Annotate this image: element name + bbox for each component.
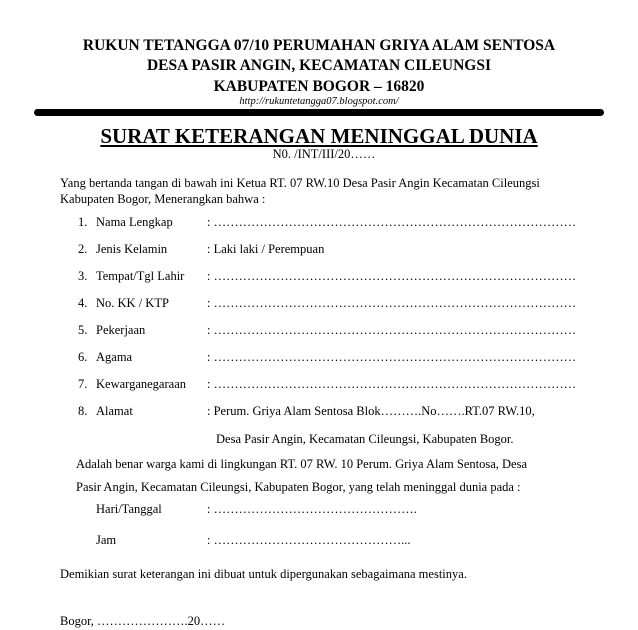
statement-line-1: Adalah benar warga kami di lingkungan RT. 07 RW. 10 Perum. Griya Alam Sentosa, Desa bbox=[76, 457, 528, 471]
field-label: Alamat bbox=[96, 404, 133, 418]
death-date-label: Hari/Tanggal bbox=[96, 502, 162, 516]
field-value: : …………………………………………………………………………… bbox=[207, 377, 577, 391]
intro-line-1: Yang bertanda tangan di bawah ini Ketua RT. 07 RW.10 Desa Pasir Angin Kecamatan Cileungsi bbox=[60, 176, 540, 190]
place-date: Bogor, ………………….20…… bbox=[60, 614, 226, 628]
field-label: Jenis Kelamin bbox=[96, 242, 168, 256]
field-number: 2. bbox=[78, 242, 88, 256]
field-number: 5. bbox=[78, 323, 88, 337]
header-line-1: RUKUN TETANGGA 07/10 PERUMAHAN GRIYA ALAM SENTOSA bbox=[82, 37, 556, 54]
field-number: 4. bbox=[78, 296, 88, 310]
header-divider bbox=[34, 109, 604, 116]
header-url: http://rukuntetangga07.blogspot.com/ bbox=[239, 96, 399, 107]
field-number: 7. bbox=[78, 377, 88, 391]
field-value: : Laki laki / Perempuan bbox=[207, 242, 325, 256]
field-label: Kewarganegaraan bbox=[96, 377, 186, 391]
document-number: N0. /INT/III/20…… bbox=[272, 147, 376, 161]
field-number: 8. bbox=[78, 404, 88, 418]
field-number: 3. bbox=[78, 269, 88, 283]
field-value: : …………………………………………………………………………… bbox=[207, 323, 577, 337]
field-value: : …………………………………………………………………………… bbox=[207, 269, 577, 283]
field-label: No. KK / KTP bbox=[96, 296, 169, 310]
field-value: : …………………………………………………………………………… bbox=[207, 350, 577, 364]
death-time-value: : ………………………………………... bbox=[207, 533, 411, 547]
statement-line-2: Pasir Angin, Kecamatan Cileungsi, Kabupaten Bogor, yang telah meninggal dunia pada : bbox=[76, 480, 521, 494]
field-label: Agama bbox=[96, 350, 133, 364]
field-label: Nama Lengkap bbox=[96, 215, 173, 229]
document-title: SURAT KETERANGAN MENINGGAL DUNIA bbox=[100, 124, 538, 148]
field-number: 1. bbox=[78, 215, 88, 229]
field-label: Tempat/Tgl Lahir bbox=[96, 269, 185, 283]
address-continuation: Desa Pasir Angin, Kecamatan Cileungsi, Kabupaten Bogor. bbox=[216, 432, 514, 446]
death-time-label: Jam bbox=[96, 533, 117, 547]
closing-statement: Demikian surat keterangan ini dibuat untuk dipergunakan sebagaimana mestinya. bbox=[60, 567, 467, 581]
death-date-value: : …………………………………………. bbox=[207, 502, 417, 516]
header-line-3: KABUPATEN BOGOR – 16820 bbox=[213, 78, 425, 95]
field-label: Pekerjaan bbox=[96, 323, 146, 337]
field-value: : …………………………………………………………………………… bbox=[207, 296, 577, 310]
intro-line-2: Kabupaten Bogor, Menerangkan bahwa : bbox=[60, 192, 266, 206]
field-value: : …………………………………………………………………………… bbox=[207, 215, 577, 229]
field-value: : Perum. Griya Alam Sentosa Blok……….No…….RT.07 RW.10, bbox=[207, 404, 535, 418]
field-number: 6. bbox=[78, 350, 88, 364]
header-line-2: DESA PASIR ANGIN, KECAMATAN CILEUNGSI bbox=[146, 57, 492, 74]
